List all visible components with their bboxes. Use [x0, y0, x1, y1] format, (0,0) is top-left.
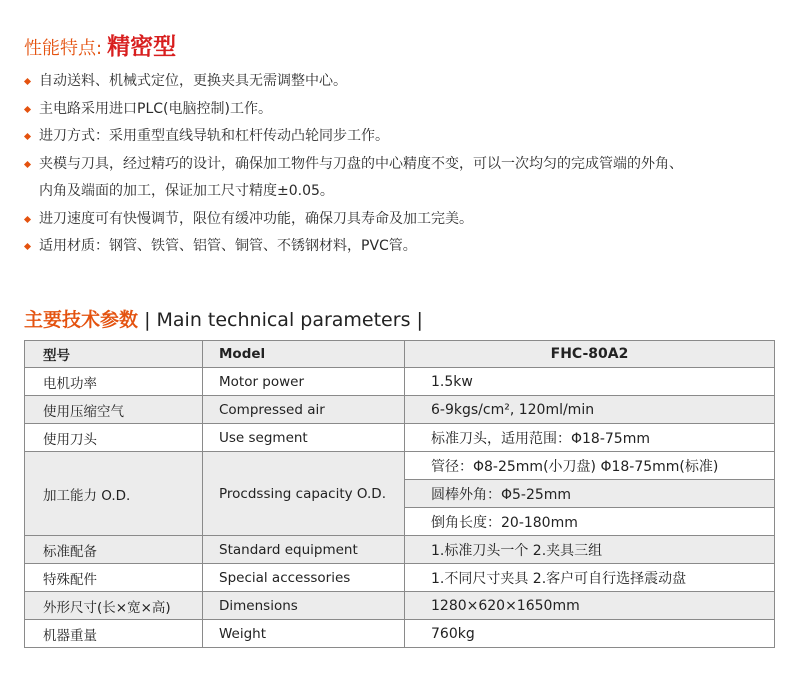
- table-row: [25, 396, 775, 424]
- table-row: [25, 452, 775, 480]
- table-cell: 机器重量: [25, 620, 203, 648]
- feature-item: 自动送料、机械式定位，更换夹具无需调整中心。: [24, 68, 784, 96]
- bullet-diamond-icon: [24, 160, 31, 167]
- features-heading: [24, 28, 176, 61]
- table-cell: 1280×620×1650mm: [405, 592, 775, 620]
- bullet-diamond-icon: [24, 243, 31, 250]
- feature-item: 夹模与刀具，经过精巧的设计，确保加工物件与刀盘的中心精度不变，可以一次均匀的完成管端的外角、: [24, 151, 784, 179]
- table-cell: Motor power: [203, 368, 405, 396]
- table-cell: 6-9kgs/cm², 120ml/min: [405, 396, 775, 424]
- table-cell: 1.5kw: [405, 368, 775, 396]
- table-header-row: [25, 341, 775, 368]
- parameters-heading: [24, 305, 423, 332]
- feature-item: 进刀方式：采用重型直线导轨和杠杆传动凸轮同步工作。: [24, 123, 784, 151]
- table-cell: 标准刀头，适用范围：Φ18-75mm: [405, 424, 775, 452]
- table-cell: 特殊配件: [25, 564, 203, 592]
- table-cell: 管径：Φ8-25mm(小刀盘) Φ18-75mm(标准): [405, 452, 775, 480]
- feature-item-continuation: 内角及端面的加工，保证加工尺寸精度±0.05。: [39, 183, 334, 199]
- feature-item: 进刀速度可有快慢调节，限位有缓冲功能，确保刀具寿命及加工完美。: [24, 206, 784, 234]
- table-cell: 1.不同尺寸夹具 2.客户可自行选择震动盘: [405, 564, 775, 592]
- table-cell: Special accessories: [203, 564, 405, 592]
- table-cell: 外形尺寸(长×宽×高): [25, 592, 203, 620]
- table-cell: 使用刀头: [25, 424, 203, 452]
- table-cell: 圆棒外角：Φ5-25mm: [405, 480, 775, 508]
- table-cell: Procdssing capacity O.D.: [203, 452, 405, 536]
- table-row: [25, 564, 775, 592]
- table-cell: 倒角长度：20-180mm: [405, 508, 775, 536]
- table-row: [25, 592, 775, 620]
- header-cell: FHC-80A2: [405, 341, 775, 368]
- bullet-diamond-icon: [24, 133, 31, 140]
- bullet-diamond-icon: [24, 78, 31, 85]
- feature-item: 适用材质：钢管、铁管、铝管、铜管、不锈钢材料，PVC管。: [24, 233, 784, 261]
- parameters-table: [24, 340, 775, 648]
- table-row: [25, 620, 775, 648]
- parameters-heading-en: | Main technical parameters |: [144, 309, 423, 331]
- feature-item: 主电路采用进口PLC(电脑控制)工作。: [24, 96, 784, 124]
- table-cell: Dimensions: [203, 592, 405, 620]
- table-cell: Weight: [203, 620, 405, 648]
- table-cell: 使用压缩空气: [25, 396, 203, 424]
- header-cell: Model: [203, 341, 405, 368]
- header-cell: 型号: [25, 341, 203, 368]
- table-cell: Standard equipment: [203, 536, 405, 564]
- parameters-heading-cn: 主要技术参数: [24, 309, 139, 331]
- table-row: [25, 424, 775, 452]
- table-cell: 电机功率: [25, 368, 203, 396]
- bullet-diamond-icon: [24, 215, 31, 222]
- table-cell: Use segment: [203, 424, 405, 452]
- table-cell: 1.标准刀头一个 2.夹具三组: [405, 536, 775, 564]
- feature-list: [24, 68, 784, 261]
- table-row: [25, 536, 775, 564]
- features-heading-label: 性能特点:: [24, 38, 103, 59]
- table-cell: 加工能力 O.D.: [25, 452, 203, 536]
- model-type-label: 精密型: [107, 34, 177, 60]
- table-cell: 760kg: [405, 620, 775, 648]
- table-row: [25, 368, 775, 396]
- table-cell: Compressed air: [203, 396, 405, 424]
- bullet-diamond-icon: [24, 105, 31, 112]
- table-cell: 标准配备: [25, 536, 203, 564]
